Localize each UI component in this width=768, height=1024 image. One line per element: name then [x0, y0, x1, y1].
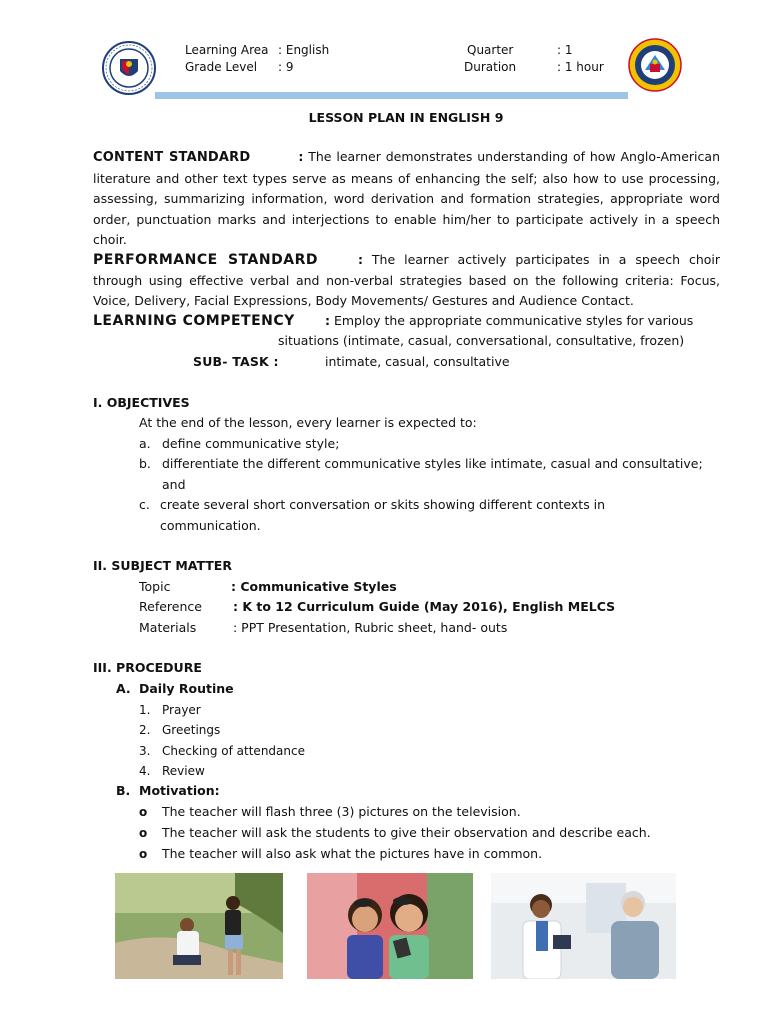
header-divider — [155, 92, 628, 99]
school-seal-icon — [628, 38, 682, 92]
content-standard-label: CONTENT STANDARD — [93, 150, 251, 165]
page-title: LESSON PLAN IN ENGLISH 9 — [308, 110, 504, 125]
content-standard: CONTENT STANDARD : The learner demonstrates understanding of how Anglo-American literature and other text types serve as means of enhancing the self; also how to use processing, assessing, summarizing information, word derivation and formation strategies, appropriate word order, punctuation marks and interjections to enable him/her to participate actively in a speech choir. — [93, 149, 720, 247]
grade-level-label: Grade Level — [185, 60, 258, 74]
objectives-intro: At the end of the lesson, every learner is expected to: — [139, 415, 477, 430]
objective-a-text: define communicative style; — [162, 436, 340, 451]
procedure-heading: III. PROCEDURE — [93, 660, 202, 675]
deped-seal-icon — [102, 41, 156, 95]
couple-photo-icon — [115, 873, 283, 979]
objectives-heading: I. OBJECTIVES — [93, 395, 190, 410]
motivation-title: Motivation: — [139, 783, 220, 798]
motivation-item-2: The teacher will ask the students to give their observation and describe each. — [162, 825, 651, 840]
routine-item-4: Review — [162, 764, 205, 778]
duration-label: Duration — [464, 60, 517, 74]
routine-item-2: Greetings — [162, 723, 221, 737]
routine-item-3: Checking of attendance — [162, 744, 305, 758]
objective-c-text: create several short conversation or skits showing different contexts in — [160, 497, 606, 512]
routine-item-1: Prayer — [162, 703, 201, 717]
materials-value: : PPT Presentation, Rubric sheet, hand- outs — [233, 620, 508, 635]
motivation-item-3: The teacher will also ask what the pictures have in common. — [162, 846, 543, 861]
routine-num-4: 4. — [139, 764, 151, 778]
subtask-value: intimate, casual, consultative — [325, 354, 510, 369]
materials-label: Materials — [139, 620, 197, 635]
subtask-label: SUB- TASK : — [193, 354, 279, 369]
learning-competency-line2: situations (intimate, casual, conversational, consultative, frozen) — [278, 333, 685, 348]
motivation-marker: B. — [116, 783, 131, 798]
objective-b-text-cont: and — [162, 477, 186, 492]
bullet-icon: o — [139, 847, 148, 861]
routine-num-2: 2. — [139, 723, 151, 737]
performance-standard: PERFORMANCE STANDARD : The learner actively participates in a speech choir through using effective verbal and non-verbal strategies based on the following criteria: Focus, Voice, Delivery, Facial Expressions, Body Movements/ Gestures and Audience Contact. — [93, 252, 720, 308]
content-standard-text: The learner demonstrates understanding of how Anglo-American literature and other text types serve as means of enhancing the self; also how to use processing, assessing, summarizing information, word derivation and formation strategies, appropriate word order, punctuation marks and interjections to enable him/her to participate actively in a speech choir. — [93, 149, 720, 247]
bullet-icon: o — [139, 826, 148, 840]
learning-competency-label: LEARNING COMPETENCY — [93, 313, 295, 329]
objective-b-text: differentiate the different communicative styles like intimate, casual and consultative; — [162, 456, 703, 471]
daily-routine-marker: A. — [116, 681, 131, 696]
topic-label: Topic — [139, 579, 171, 594]
objective-b-marker: b. — [139, 456, 151, 471]
learning-area-value: : English — [278, 43, 330, 57]
performance-standard-text: The learner actively participates in a speech choir through using effective verbal and non-verbal strategies based on the following criteria: Focus, Voice, Delivery, Facial Expressions, Body Movements/ Gestures and Audience Contact. — [93, 252, 720, 308]
performance-standard-label: PERFORMANCE STANDARD — [93, 252, 318, 268]
routine-num-3: 3. — [139, 744, 151, 758]
grade-level-value: : 9 — [278, 60, 294, 74]
objective-c-marker: c. — [139, 497, 150, 512]
duration-value: : 1 hour — [557, 60, 604, 74]
routine-num-1: 1. — [139, 703, 151, 717]
doctor-patient-photo-icon — [491, 873, 676, 979]
objective-a-marker: a. — [139, 436, 151, 451]
objective-c-text-cont: communication. — [160, 518, 261, 533]
learning-area-label: Learning Area — [185, 43, 269, 57]
motivation-item-1: The teacher will flash three (3) pictures on the television. — [162, 804, 521, 819]
learning-competency-line1: : Employ the appropriate communicative styles for various — [325, 313, 694, 328]
reference-label: Reference — [139, 599, 202, 614]
subject-matter-heading: II. SUBJECT MATTER — [93, 558, 232, 573]
quarter-label: Quarter — [467, 43, 514, 57]
bullet-icon: o — [139, 805, 148, 819]
topic-value: : Communicative Styles — [231, 579, 397, 594]
reference-value: : K to 12 Curriculum Guide (May 2016), English MELCS — [233, 599, 616, 614]
quarter-value: : 1 — [557, 43, 573, 57]
friends-photo-icon — [307, 873, 473, 979]
daily-routine-title: Daily Routine — [139, 681, 234, 696]
